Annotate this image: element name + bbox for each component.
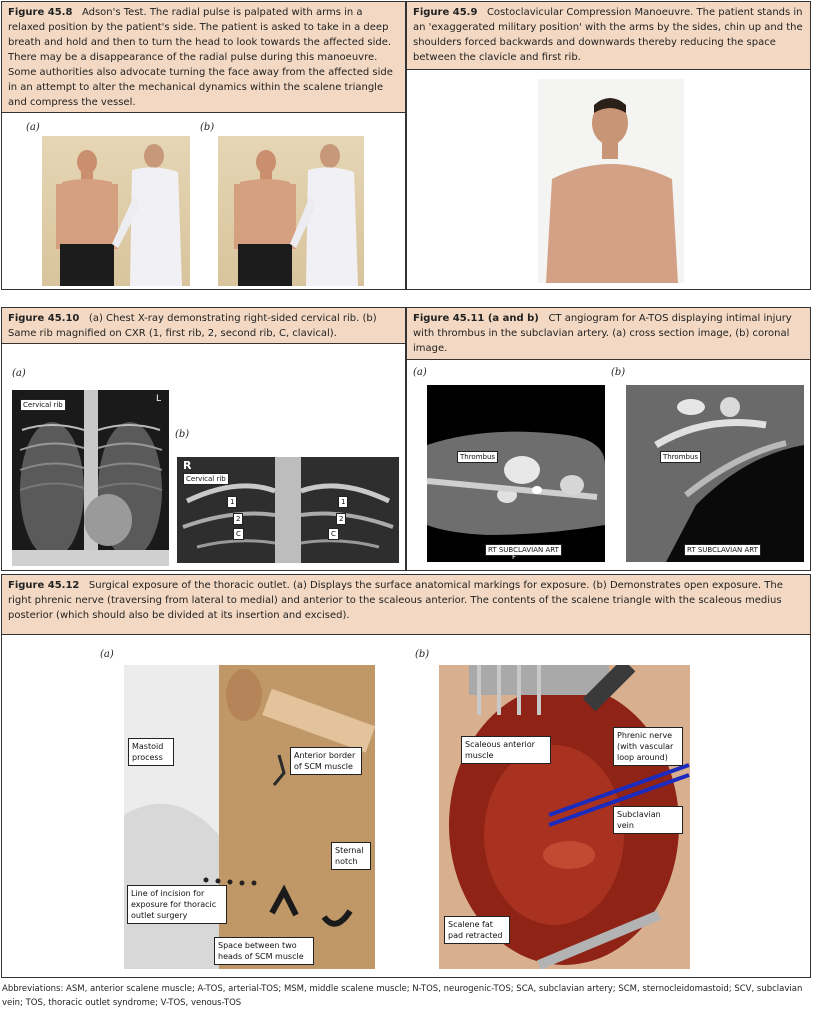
rt-subclavian-label-a: RT SUBCLAVIAN ART — [485, 544, 562, 556]
figure-45-10-caption — [2, 308, 405, 344]
caption-text: CT angiogram for A-TOS displaying intimal injury with thrombus in the subclavian artery. (a) cross section image, (b) coronal image. — [413, 313, 792, 354]
scm-space-annotation: Space between two heads of SCM muscle — [214, 937, 314, 965]
rib-2-right: 2 — [336, 513, 346, 525]
subfigure-label-a: (a) — [413, 367, 427, 378]
costoclavicular-photo — [538, 79, 684, 283]
cervical-rib-label-a: Cervical rib — [20, 399, 66, 411]
figure-45-12-panel — [1, 574, 811, 978]
subfigure-label-a: (a) — [12, 368, 26, 379]
figure-label: Figure 45.11 (a and b) — [413, 313, 539, 324]
surface-markings-photo — [124, 665, 375, 969]
ct-cross-section-image — [427, 385, 605, 562]
figure-label: Figure 45.10 — [8, 313, 80, 324]
adson-photo-b-illustration — [218, 136, 364, 286]
phrenic-annotation: Phrenic nerve (with vascular loop around) — [613, 727, 683, 766]
adson-test-photo-b — [218, 136, 364, 286]
caption-text: Costoclavicular Compression Manoeuvre. The patient stands in an 'exaggerated military position' with the arms by the sides, chin up and the shoulders forced backwards and downwards thereby reducing the space between the clavicle and first rib. — [413, 7, 803, 63]
chest-xray-a — [12, 390, 169, 566]
ct-f-marker: F — [512, 553, 517, 561]
figure-45-8-panel — [1, 1, 406, 290]
thrombus-label-a: Thrombus — [457, 451, 498, 463]
figure-label: Figure 45.8 — [8, 7, 73, 18]
clavicle-left: C — [233, 528, 244, 540]
rib-2-left: 2 — [233, 513, 243, 525]
thrombus-label-b: Thrombus — [660, 451, 701, 463]
subclavian-annotation: Subclavian vein — [613, 806, 683, 834]
caption-text: Adson's Test. The radial pulse is palpated with arms in a relaxed position by the patient's side. The patient is asked to take in a deep breath and hold and then to turn the head to look towards the affected side. There may be a disappearance of the radial pulse during this manoeuvre. Some authorities also advocate turning the face away from the affected side in an attempt to alter the mechanical dynamics within the scalene triangle and compress the vessel. — [8, 7, 393, 108]
ct-cross-section-illustration — [427, 385, 605, 562]
caption-text: Surgical exposure of the thoracic outlet. (a) Displays the surface anatomical markings for exposure. (b) Demonstrates open exposure. The right phrenic nerve (traversing from lateral to medial) and anterior to the scaleous anterior. The contents of the scalene triangle with the scaleous medius posterior (which should also be divided at its insertion and excised). — [8, 580, 783, 621]
clavicle-right: C — [328, 528, 339, 540]
cervical-rib-label-b: Cervical rib — [183, 473, 229, 485]
adson-photo-a-illustration — [42, 136, 190, 286]
incision-annotation: Line of incision for exposure for thoracic outlet surgery — [127, 885, 227, 924]
fatpad-annotation: Scalene fat pad retracted — [444, 916, 510, 944]
chest-xray-b — [177, 457, 399, 563]
open-exposure-photo — [439, 665, 690, 969]
subfigure-label-a: (a) — [100, 649, 114, 660]
adson-test-photo-a — [42, 136, 190, 286]
rib-1-left: 1 — [227, 496, 237, 508]
subfigure-label-a: (a) — [26, 122, 40, 133]
figure-45-9-panel — [406, 1, 811, 290]
subfigure-label-b: (b) — [415, 649, 430, 660]
costoclavicular-illustration — [538, 79, 684, 283]
chest-xray-a-illustration — [12, 390, 169, 566]
rib-1-right: 1 — [338, 496, 348, 508]
subfigure-label-b: (b) — [200, 122, 215, 133]
figure-label: Figure 45.12 — [8, 580, 80, 591]
ct-coronal-illustration — [626, 385, 804, 562]
abbreviations-footnote: Abbreviations: ASM, anterior scalene muscle; A-TOS, arterial-TOS; MSM, middle scalene muscle; N-TOS, neurogenic-TOS; SCA, subclavian artery; SCM, sternocleidomastoid; SCV, subclavian vein; TOS, thoracic outlet syndrome; V-TOS, venous-TOS — [2, 984, 803, 1008]
figure-45-9-caption — [407, 2, 810, 70]
figure-45-11-caption — [407, 308, 810, 360]
anterior-border-annotation: Anterior border of SCM muscle — [290, 747, 362, 775]
xray-marker-l: L — [155, 394, 161, 404]
xray-marker-r: R — [183, 459, 192, 472]
scaleous-annotation: Scaleous anterior muscle — [461, 736, 551, 764]
figure-label: Figure 45.9 — [413, 7, 478, 18]
figure-45-8-caption — [2, 2, 405, 113]
sternal-notch-annotation: Sternal notch — [331, 842, 371, 870]
figure-45-12-caption — [2, 575, 810, 635]
figure-45-10-panel — [1, 307, 406, 571]
figure-45-11-panel — [406, 307, 811, 571]
rt-subclavian-label-b: RT SUBCLAVIAN ART — [684, 544, 761, 556]
subfigure-label-b: (b) — [175, 429, 190, 440]
mastoid-annotation: Mastoid process — [128, 738, 174, 766]
caption-text: (a) Chest X-ray demonstrating right-sided cervical rib. (b) Same rib magnified on CXR (1, first rib, 2, second rib, C, clavical). — [8, 313, 377, 339]
subfigure-label-b: (b) — [611, 367, 626, 378]
ct-coronal-image — [626, 385, 804, 562]
